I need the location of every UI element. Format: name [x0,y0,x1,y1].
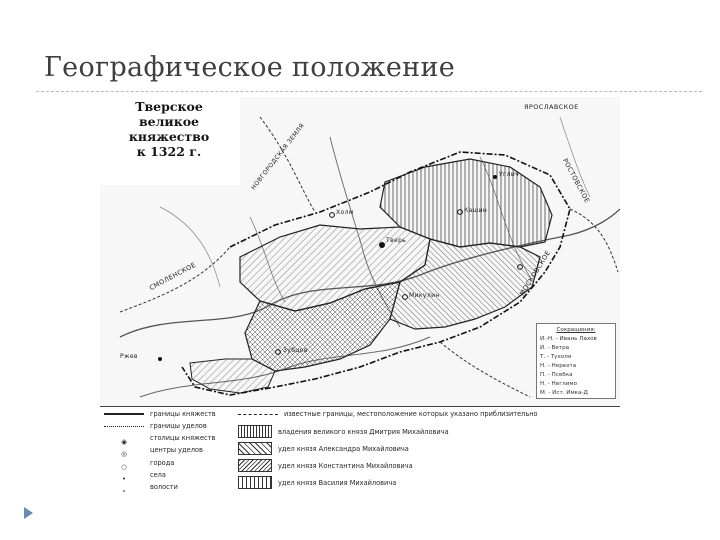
legend-item [238,442,409,455]
legend-label: удел князя Константина Михайловича [278,461,413,470]
abbreviation-row: Т. - Тухоля [540,354,572,360]
legend-label: столицы княжеств [150,434,216,442]
legend-item: ∘ волости [121,483,178,495]
map-label-novgorod: НОВГОРОДСКАЯ ЗЕМЛЯ [250,122,307,192]
map-label-mikulin: Микулин [409,292,440,299]
line-swatch [238,414,278,415]
legend-item [238,425,449,438]
legend-label: удел князя Василия Михайловича [278,478,397,487]
legend-item [238,459,413,472]
abbreviation-row: П. - Псебка [540,372,573,378]
map-legend [100,406,620,497]
abbreviation-legend [536,323,616,399]
legend-label: города [150,459,175,467]
legend-label: границы княжеств [150,410,216,418]
vertical-hatch-swatch [238,425,272,438]
legend-item: • села [122,471,166,483]
abbreviation-row: Н. - Неглимо [540,381,577,387]
legend-item [238,476,396,489]
map-label-kholm: Холм [336,209,354,216]
map-label-rostov: РОСТОВСКОЕ [560,157,592,205]
map-title-line: великое [138,114,200,129]
legend-label: удел князя Александра Михайловича [278,444,409,453]
map-label-zubtsov: Зубцов [283,347,308,354]
map-label-yaroslavl: ЯРОСЛАВСКОЕ [524,103,579,111]
map-title [104,99,234,159]
map-label-tver: Тверь [386,237,407,244]
legend-item [238,410,538,418]
title-divider [36,91,702,92]
wide-hatch-swatch [238,476,272,489]
map-label-rzhev: Ржев [120,353,138,360]
map-label-kashin: Кашин [464,207,488,214]
legend-item: ○ города [121,459,175,471]
diagonal-hatch-swatch [238,442,272,455]
legend-item: ◉ столицы княжеств [121,434,216,446]
map-title-line: Тверское [135,99,203,114]
bullet-arrow-icon [24,507,33,519]
legend-label: владения великого князя Дмитрия Михайловича [278,427,449,436]
legend-item: ◎ центры уделов [121,446,203,458]
map-title-line: княжество [128,129,210,144]
map-label-moscow: МОСКОВСКОЕ [518,249,553,298]
legend-label: села [150,471,166,479]
map-label-uglich: Углич [499,171,520,178]
slide-title: Географическое положение [44,52,456,83]
abbreviation-row: И. - Ветра [540,345,570,351]
legend-item [104,422,207,430]
abbreviation-row: Н. - Нерехта [540,363,577,369]
abbreviation-row: И.-Н. - Ивань Лахов [540,336,597,342]
abbreviation-row: М. - Ист. Имка-Д [540,390,588,396]
cross-hatch-swatch [238,459,272,472]
map-title-line: к 1322 г. [136,144,202,159]
legend-label: известные границы, местоположение которых указано приблизительно [284,410,538,418]
map-label-smolensk: СМОЛЕНСКОЕ [148,260,198,293]
legend-item [104,410,216,418]
legend-label: границы уделов [150,422,207,430]
abbreviation-legend-title: Сокращения: [556,327,596,333]
legend-label: волости [150,483,178,491]
legend-label: центры уделов [150,446,203,454]
line-swatch [104,426,144,427]
historical-map [100,97,620,497]
line-swatch [104,413,144,415]
